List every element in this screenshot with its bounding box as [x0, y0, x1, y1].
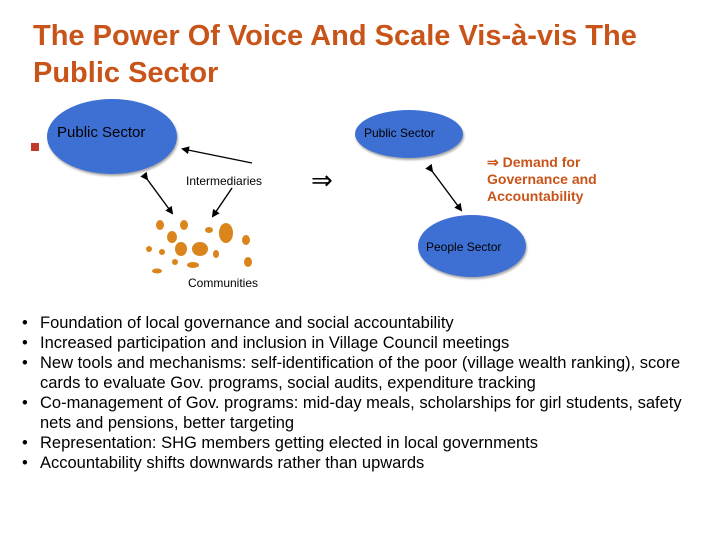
arrow-public-sector-communities: [147, 179, 172, 213]
bullet-item: [22, 453, 702, 473]
bullet-text: Representation: SHG members getting elected in local governments: [40, 434, 539, 452]
demand-text: [487, 154, 597, 205]
community-dot: [175, 242, 187, 256]
bullet-text: Increased participation and inclusion in Village Council meetings: [40, 334, 510, 352]
arrow-intermediaries-to-public-sector: [183, 149, 252, 163]
bullet-text: Co-management of Gov. programs: mid-day meals, scholarships for girl students, safety nets and pensions, better targeting: [40, 394, 682, 432]
community-dot: [192, 242, 208, 256]
community-dot: [152, 269, 162, 274]
demand-line-2: Governance and: [487, 171, 597, 187]
community-dot: [187, 262, 199, 268]
bullet-item: [22, 393, 702, 433]
bullet-text: Foundation of local governance and social accountability: [40, 314, 454, 332]
bullet-item: [22, 313, 702, 333]
bullet-item: [22, 333, 702, 353]
intermediaries-label: Intermediaries: [186, 174, 263, 188]
community-dot: [156, 220, 164, 230]
people-sector-label: People Sector: [426, 240, 502, 254]
demand-line-3: Accountability: [487, 188, 584, 204]
bullet-text: New tools and mechanisms: self-identification of the poor (village wealth ranking), score cards to evaluate Gov. programs, social audits, expenditure tracking: [40, 354, 681, 392]
communities-cluster: [146, 220, 252, 274]
arrow-intermediaries-to-communities: [213, 188, 232, 216]
community-dot: [167, 231, 177, 243]
community-dot: [159, 249, 165, 255]
slide-title: The Power Of Voice And Scale Vis-à-vis The Public Sector: [33, 20, 637, 89]
community-dot: [146, 246, 152, 252]
bullet-item: [22, 353, 702, 393]
bullet-dot-icon: •: [22, 454, 28, 472]
bullet-dot-icon: •: [22, 354, 28, 372]
community-dot: [219, 223, 233, 243]
bullet-text: Accountability shifts downwards rather than upwards: [40, 454, 425, 472]
community-dot: [180, 220, 188, 230]
arrow-public-sector-people-sector: [432, 171, 461, 210]
community-dot: [213, 250, 219, 258]
community-dot: [242, 235, 250, 245]
bullet-dot-icon: •: [22, 314, 28, 332]
bullet-dot-icon: •: [22, 334, 28, 352]
community-dot: [244, 257, 252, 267]
implies-arrow: ⇒: [311, 165, 333, 195]
community-dot: [172, 259, 178, 265]
bullet-dot-icon: •: [22, 434, 28, 452]
community-dot: [205, 227, 213, 233]
communities-label: Communities: [188, 276, 259, 290]
bullet-list: [22, 313, 702, 473]
bullet-dot-icon: •: [22, 394, 28, 412]
public-sector-label-left: Public Sector: [57, 124, 146, 141]
bullet-item: [22, 433, 702, 453]
public-sector-label-right: Public Sector: [364, 126, 435, 140]
demand-line-1: ⇒ Demand for: [487, 154, 581, 170]
